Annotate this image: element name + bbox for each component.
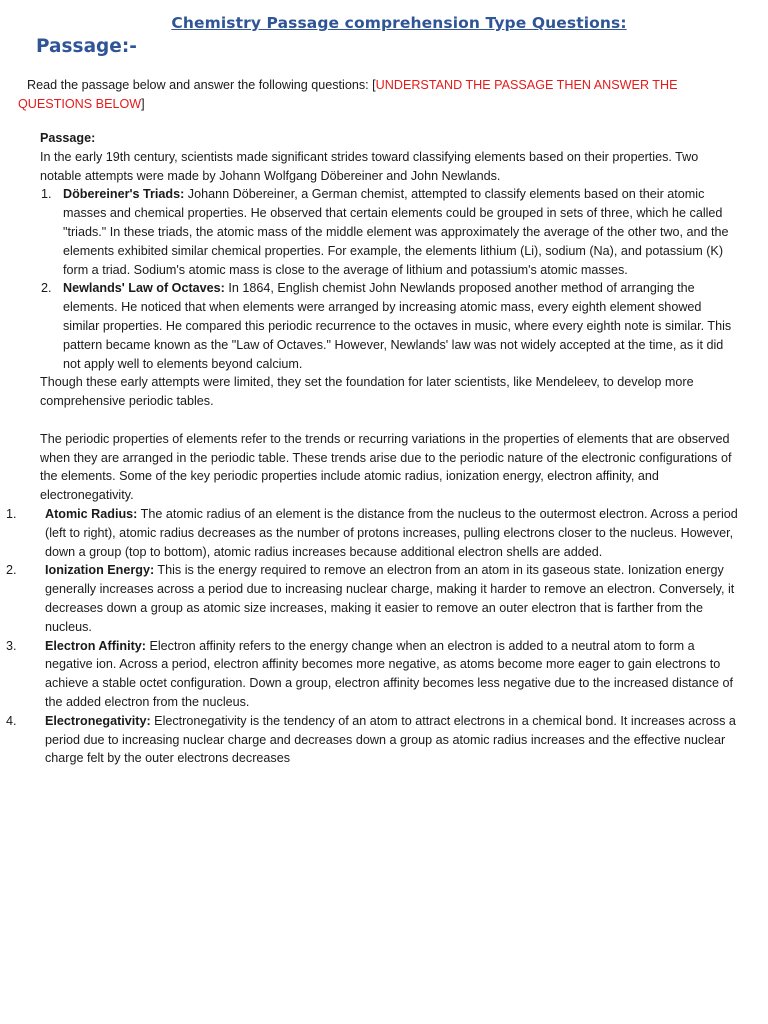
- list-text: Electron affinity refers to the energy change when an electron is added to a neutral atom to form a negative ion. Across a period, electron affinity becomes more negative, as atoms become more eager to gain electrons to achieve a stable octet configuration. Down a group, electron affinity becomes less negative due to the increased distance of the added electron from the nucleus.: [45, 638, 733, 709]
- list-number: 3.: [6, 638, 17, 653]
- list-item: [5, 561, 740, 636]
- passage-heading: Passage:-: [36, 36, 137, 57]
- list-term: Electron Affinity:: [45, 638, 146, 653]
- list-term: Ionization Energy:: [45, 563, 155, 578]
- list-item: [40, 279, 740, 373]
- instructions: [18, 76, 718, 114]
- list-term: Electronegativity:: [45, 713, 151, 728]
- list-text: Electronegativity is the tendency of an atom to attract electrons in a chemical bond. It increases across a period due to increasing nuclear charge and decreases down a group as atomic radius increases and the effective nuclear charge felt by the outer electrons decreases: [45, 713, 736, 766]
- list-number: 1.: [6, 506, 17, 521]
- list-text: In 1864, English chemist John Newlands proposed another method of arranging the elements. He noticed that when elements were arranged by increasing atomic mass, every eighth element showed similar properties. He compared this periodic recurrence to the octaves in music, where every eighth note is similar. This pattern became known as the "Law of Octaves." However, Newlands' law was not widely accepted at the time, as it did not apply well to elements beyond calcium.: [63, 281, 732, 371]
- passage-body: [6, 129, 740, 768]
- list-term: Newlands' Law of Octaves:: [63, 281, 225, 296]
- periodic-properties-list: [5, 505, 740, 768]
- passage-label: Passage:: [40, 131, 96, 145]
- list-item: [40, 185, 740, 279]
- list-number: 1.: [41, 187, 52, 202]
- passage-conclusion: Though these early attempts were limited, they set the foundation for later scientists, like Mendeleev, to develop more comprehensive periodic tables.: [40, 375, 694, 409]
- passage-intro: In the early 19th century, scientists made significant strides toward classifying elements based on their properties. Two notable attempts were made by Johann Wolfgang Döbereiner and John Newlands.: [40, 149, 699, 183]
- list-item: [5, 712, 740, 768]
- list-term: Atomic Radius:: [45, 506, 138, 521]
- instructions-text: Read the passage below and answer the following questions: [: [27, 78, 376, 92]
- list-text: Johann Döbereiner, a German chemist, attempted to classify elements based on their atomic masses and chemical properties. He observed that certain elements could be grouped in sets of three, which he called "triads." In these triads, the atomic mass of the middle element was approximately the average of the other two, and the elements exhibited similar chemical properties. For example, the elements lithium (Li), sodium (Na), and potassium (K) form a triad. Sodium's atomic mass is close to the average of lithium and potassium's atomic masses.: [63, 187, 729, 277]
- list-text: The atomic radius of an element is the distance from the nucleus to the outermost electron. Across a period (left to right), atomic radius decreases as the number of protons increases, pulling electrons closer to the nucleus. However, down a group (top to bottom), atomic radius increases because additional electron shells are added.: [45, 506, 738, 559]
- list-number: 2.: [41, 281, 52, 296]
- paragraph-spacer: [40, 411, 740, 430]
- instructions-warning: UNDERSTAND THE PASSAGE THEN ANSWER THE QUESTIONS BELOW: [18, 78, 678, 111]
- periodic-intro: The periodic properties of elements refer to the trends or recurring variations in the properties of elements that are observed when they are arranged in the periodic table. These trends arise due to the periodic nature of the electronic configurations of the elements. Some of the key periodic properties include atomic radius, ionization energy, electron affinity, and electronegativity.: [40, 431, 732, 503]
- list-number: 2.: [6, 563, 17, 578]
- list-text: This is the energy required to remove an electron from an atom in its gaseous state. Ionization energy generally increases across a period due to increasing nuclear charge, making it harder to remove an electron. Conversely, it decreases down a group as atomic size increases, making it easier to remove an outer electron that is farther from the nucleus.: [45, 563, 735, 634]
- list-item: [5, 505, 740, 561]
- list-item: [5, 637, 740, 712]
- early-attempts-list: [40, 185, 740, 373]
- instructions-close: ]: [141, 96, 145, 111]
- page-title: Chemistry Passage comprehension Type Questions:: [171, 14, 627, 32]
- list-number: 4.: [6, 713, 17, 728]
- list-term: Döbereiner's Triads:: [63, 187, 185, 202]
